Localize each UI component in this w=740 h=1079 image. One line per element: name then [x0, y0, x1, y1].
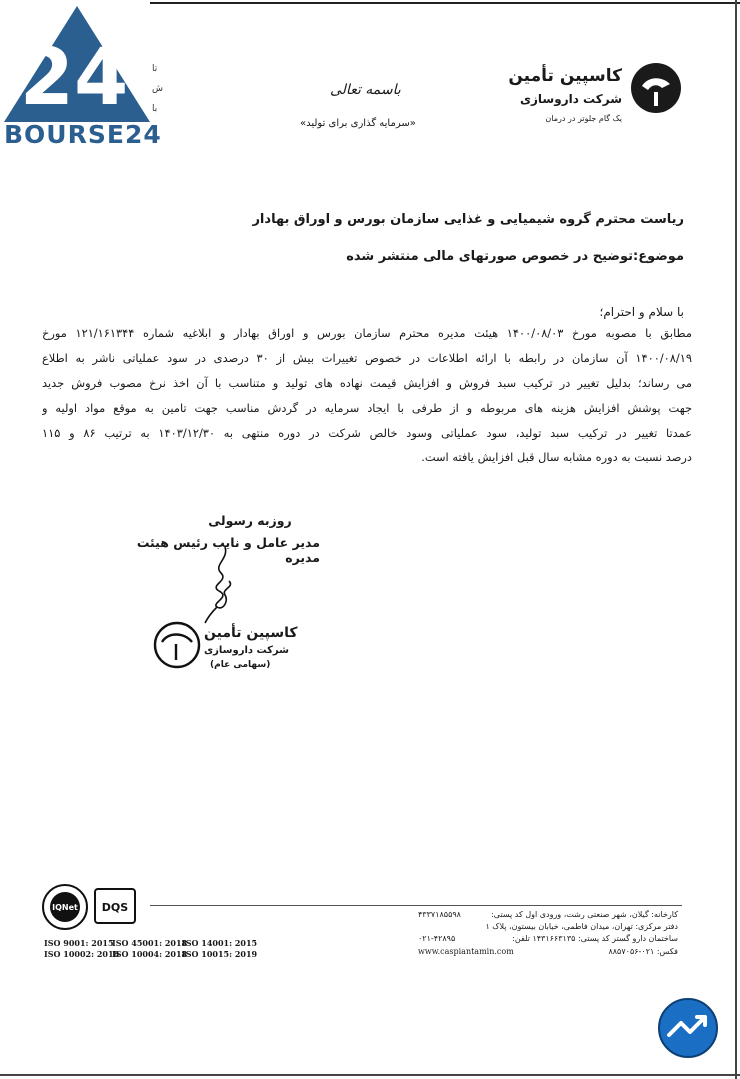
bourse24-number: 24: [19, 33, 129, 123]
bottom-border: [0, 1074, 740, 1076]
stamp-logo-icon: [152, 620, 202, 670]
signature-scribble-icon: [195, 545, 255, 625]
iso-cert: ISO 10002: 2018: [44, 949, 120, 959]
slogan: «سرمایه گذاری برای تولید»: [300, 118, 416, 129]
company-subname: شرکت داروسازی: [520, 92, 622, 106]
iso-cert: ISO 14001: 2015: [182, 938, 258, 948]
footer-rule: [150, 905, 682, 906]
signatory-title: مدیر عامل و نایب رئیس هیئت مدیره: [136, 535, 320, 565]
factory-address: کارخانه: گیلان، شهر صنعتی رشت، ورودی اول کد پستی:: [491, 910, 678, 919]
iso-cert: ISO 9001: 2015: [44, 938, 114, 948]
right-border: [735, 0, 737, 1079]
central-office-address: دفتر مرکزی: تهران، میدان فاطمی، خیابان بیستون، پلاک ۱: [485, 922, 678, 931]
building-address: ساختمان دارو گستر کد پستی: ۱۴۳۱۶۶۳۱۳۵ تلفن:: [512, 934, 678, 943]
recipient-line: ریاست محترم گروه شیمیایی و غذایی سازمان بورس و اوراق بهادار: [252, 212, 684, 227]
margin-fragment: با: [152, 104, 158, 114]
subject-line: موضوع:توضیح در خصوص صورتهای مالی منتشر شده: [346, 249, 684, 264]
body-line: عمدتا تغییر در ترکیب سبد تولید، سود عملیاتی وسود خالص شرکت در دوره منتهی به ۱۴۰۳/۱۲/۳۰ به ترتیب ۸۶ و ۱۱۵: [42, 426, 692, 440]
signatory-name: روزبه رسولی: [208, 513, 292, 528]
top-rule: [150, 2, 740, 4]
dqs-label: DQS: [101, 901, 129, 914]
iso-cert: ISO 10015: 2019: [182, 949, 258, 959]
body-line: درصد نسبت به دوره مشابه سال قبل افزایش یافته است.: [421, 450, 692, 464]
company-logo-icon: [630, 62, 682, 114]
margin-fragment: تا: [152, 64, 158, 74]
body-line: می رساند؛ بدلیل تغییر در ترکیب سبد فروش و افزایش قیمت نهاده های تولید و متناسب با آن اخذ نرخ مصوب فروش جدید: [42, 376, 692, 390]
company-tagline: یک گام جلوتر در درمان: [545, 114, 622, 123]
basmala: باسمه تعالی: [330, 82, 401, 98]
margin-fragment: ش: [152, 84, 163, 94]
iso-cert: ISO 45001: 2018: [112, 938, 188, 948]
building-phone: ۰۲۱-۴۲۸۹۵: [418, 934, 456, 943]
iqnet-label: IQNet: [52, 903, 78, 912]
stamp-company-type: (سهامی عام): [210, 660, 271, 670]
stamp-company-sub: شرکت داروسازی: [204, 645, 289, 656]
dqs-certification-icon: [94, 888, 136, 924]
greeting: با سلام و احترام؛: [599, 305, 684, 319]
fax-number: فکس: ۰۲۱-۸۸۵۷۰۵۶: [608, 947, 678, 956]
company-name: کاسپین تأمین: [508, 66, 622, 86]
iso-cert: ISO 10004: 2018: [112, 949, 188, 959]
iqnet-certification-icon: [42, 884, 88, 930]
body-line: جهت پوشش افزایش هزینه های مربوطه و از طرفی با ایجاد سرمایه در گردش مناسب جهت تامین به موقع مواد اولیه و: [42, 401, 692, 415]
stamp-company-name: کاسپین تأمین: [204, 625, 298, 641]
factory-postal-code: ۴۳۳۷۱۸۵۵۹۸: [418, 910, 461, 919]
website-link[interactable]: www.caspiantamin.com: [418, 947, 514, 956]
bourse24-wordmark: BOURSE24: [4, 120, 162, 149]
trend-chart-icon[interactable]: [657, 997, 719, 1059]
body-line: مطابق با مصوبه مورخ ۱۴۰۰/۰۸/۰۳ هیئت مدیره محترم سازمان بورس و اوراق بهادار و ابلاغیه شماره ۱۲۱/۱۶۱۳۴۴ مورخ: [42, 326, 692, 340]
body-line: ۱۴۰۰/۰۸/۱۹ آن سازمان در رابطه با ارائه اطلاعات در خصوص تغییرات بیش از ۳۰ درصدی در سود عملیاتی ناشر به اطلاع: [42, 351, 692, 365]
